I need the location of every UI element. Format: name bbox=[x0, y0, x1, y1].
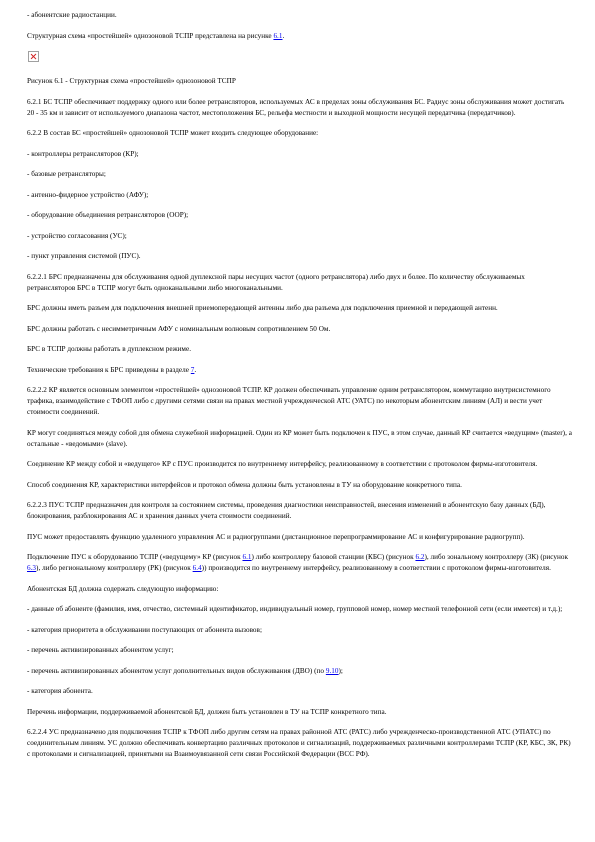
paragraph-p20 bbox=[27, 480, 572, 491]
text-run: ), либо зональному контроллеру (ЗК) (рисунок bbox=[424, 553, 569, 561]
figure-link-6-4[interactable]: 6.4 bbox=[192, 564, 202, 572]
text-run: 6.2.2.2 КР является основным элементом «простейшей» однозоновой ТСПР. КР должен обеспечивать управление одним ретранслятором, коммутацию внутрисистемного трафика, взаимодействие с ТФОП либо с другими сетями связи на правах местной учрежденческой АТС (УАТС) по некоторым абонентским линиям (АЛ) и вести учет стоимости соединений. bbox=[27, 386, 551, 416]
figure-link-6-1[interactable]: 6.1 bbox=[242, 553, 252, 561]
paragraph-p28 bbox=[27, 666, 572, 677]
text-run: Перечень информации, поддерживаемой абонентской БД, должен быть установлен в ТУ на ТСПР конкретного типа. bbox=[27, 707, 387, 716]
paragraph-p11 bbox=[27, 251, 572, 262]
document-body bbox=[27, 10, 572, 770]
text-run: - устройство согласования (УС); bbox=[27, 231, 127, 240]
paragraph-p15 bbox=[27, 344, 572, 355]
text-run: Способ соединения КР, характеристики интерфейсов и протокол обмена должны быть установлены в ТУ на оборудование конкретного типа. bbox=[27, 480, 462, 489]
text-run: - базовые ретрансляторы; bbox=[27, 170, 106, 178]
figure-link-9-10[interactable]: 9.10 bbox=[325, 666, 339, 675]
paragraph-p30 bbox=[27, 707, 572, 718]
paragraph-p13 bbox=[27, 303, 572, 314]
figure-link-6-3[interactable]: 6.3 bbox=[27, 564, 37, 572]
paragraph-p16 bbox=[27, 365, 572, 376]
text-run: ), либо региональному контроллеру (РК) (рисунок bbox=[36, 564, 193, 572]
text-run: БРС должны работать с несимметричным АФУ с номинальным волновым сопротивлением 50 Ом. bbox=[27, 324, 331, 333]
paragraph-p22 bbox=[27, 532, 572, 543]
text-run: КР могут соединяться между собой для обмена служебной информацией. Один из КР может быть подключен к ПУС, в этом случае, данный КР считается «ведущим» (master), а остальные - «ведомыми» (slave). bbox=[27, 428, 572, 448]
paragraph-p02 bbox=[27, 31, 572, 42]
paragraph-p24 bbox=[27, 584, 572, 595]
text-run: ) либо контроллеру базовой станции (КБС) (рисунок bbox=[251, 553, 416, 561]
paragraph-p09 bbox=[27, 210, 572, 221]
paragraph-p10 bbox=[27, 231, 572, 242]
figure-link-7[interactable]: 7 bbox=[190, 365, 195, 374]
text-run: 6.2.2.4 УС предназначено для подключения ТСПР к ТФОП либо другим сетям на правах районной АТС (РАТС) либо учрежденческо-производственной АТС (УПАТС) по соединительным линиям. УС должно обеспечивать конвертацию различных протоколов и сигнализаций, поддерживаемых различными контроллерами ТСПР (КР, КБС, ЗК, РК) с протоколами и сигнализацией, принятыми на Взаимоувязанной сети связи Российской Федерации (ВСС РФ). bbox=[27, 728, 571, 758]
paragraph-p17 bbox=[27, 385, 572, 418]
text-run: Соединение КР между собой и «ведущего» КР с ПУС производится по внутреннему интерфейсу, реализованному в соответствии с протоколом фирмы-изготовителя. bbox=[27, 460, 538, 468]
text-run: - перечень активизированных абонентом услуг; bbox=[27, 646, 174, 654]
paragraph-p23 bbox=[27, 552, 572, 574]
text-run: ); bbox=[338, 666, 343, 675]
text-run: - оборудование объединения ретрансляторов (ООР); bbox=[27, 211, 189, 219]
text-run: 6.2.1 БС ТСПР обеспечивает поддержку одного или более ретрансляторов, используемых АС в пределах зоны обслуживания БС. Радиус зоны обслуживания может достигать 20 - 35 км и зависит от используемого диапазона частот, местоположения БС, рельефа местности и выходной мощности несущей передатчика (передатчиков). bbox=[27, 97, 565, 117]
paragraph-p06 bbox=[27, 149, 572, 160]
text-run: . bbox=[194, 365, 197, 374]
paragraph-p03 bbox=[27, 76, 572, 87]
paragraph-p05 bbox=[27, 128, 572, 139]
text-run: - абонентские радиостанции. bbox=[27, 11, 117, 19]
paragraph-p12 bbox=[27, 272, 572, 294]
text-run: - перечень активизированных абонентом услуг дополнительных видов обслуживания (ДВО) (по bbox=[27, 666, 326, 675]
text-run: - данные об абоненте (фамилия, имя, отчество, системный идентификатор, индивидуальный номер, групповой номер, номер местной телефонной сети (если имеется) и т.д.); bbox=[27, 605, 563, 613]
figure-link-6-2[interactable]: 6.2 bbox=[415, 553, 425, 561]
figure-link-6-1[interactable]: 6.1 bbox=[273, 31, 283, 40]
text-run: - пункт управления системой (ПУС). bbox=[27, 252, 141, 260]
paragraph-p31 bbox=[27, 727, 572, 760]
text-run: - категория приоритета в обслуживании поступающих от абонента вызовов; bbox=[27, 625, 262, 634]
text-run: 6.2.2 В состав БС «простейшей» однозоновой ТСПР может входить следующее оборудование: bbox=[27, 129, 319, 137]
text-run: . bbox=[282, 31, 285, 40]
text-run: БРС должны иметь разъем для подключения внешней приемопередающей антенны либо два разъема для подключения приемной и передающей антенн. bbox=[27, 304, 498, 312]
text-run: Подключение ПУС к оборудованию ТСПР («ведущему» КР (рисунок bbox=[27, 553, 243, 561]
paragraph-p08 bbox=[27, 190, 572, 201]
text-run: Абонентская БД должна содержать следующую информацию: bbox=[27, 584, 219, 593]
broken-image-icon bbox=[28, 51, 39, 62]
text-run: - антенно-фидерное устройство (АФУ); bbox=[27, 190, 149, 199]
text-run: Рисунок 6.1 - Структурная схема «простейшей» однозоновой ТСПР bbox=[27, 77, 236, 85]
text-run: - контроллеры ретрансляторов (КР); bbox=[27, 149, 139, 158]
paragraph-p18 bbox=[27, 428, 572, 450]
paragraph-p25 bbox=[27, 604, 572, 615]
paragraph-p29 bbox=[27, 686, 572, 697]
text-run: )) производится по внутреннему интерфейсу, реализованному в соответствии с протоколом фирмы-изготовителя. bbox=[201, 564, 551, 572]
paragraph-p21 bbox=[27, 500, 572, 522]
paragraph-p19 bbox=[27, 459, 572, 470]
text-run: 6.2.2.1 БРС предназначены для обслуживания одной дуплексной пары несущих частот (одного ретранслятора) либо двух и более. По количеству обслуживаемых ретрансляторов БРС в ТСПР могут быть одноканальными либо многоканальными. bbox=[27, 272, 525, 292]
text-run: Структурная схема «простейшей» однозоновой ТСПР представлена на рисунке bbox=[27, 31, 274, 40]
paragraph-p26 bbox=[27, 625, 572, 636]
text-run: 6.2.2.3 ПУС ТСПР предназначен для контроля за состоянием системы, проведения диагностики неисправностей, внесения изменений в абонентскую базу данных (БД), блокирования, разблокирования АС и хранения данных учета стоимости соединений. bbox=[27, 501, 546, 520]
text-run: БРС в ТСПР должны работать в дуплексном режиме. bbox=[27, 345, 192, 353]
paragraph-p04 bbox=[27, 97, 572, 119]
paragraph-p07 bbox=[27, 169, 572, 180]
text-run: ПУС может предоставлять функцию удаленного управления АС и радиогруппами (дистанционное перепрограммирование АС и конфигурирование радиогрупп). bbox=[27, 532, 525, 541]
paragraph-p14 bbox=[27, 324, 572, 335]
text-run: Технические требования к БРС приведены в разделе bbox=[27, 365, 191, 374]
paragraph-p01 bbox=[27, 10, 572, 21]
paragraph-p27 bbox=[27, 645, 572, 656]
text-run: - категория абонента. bbox=[27, 687, 93, 695]
